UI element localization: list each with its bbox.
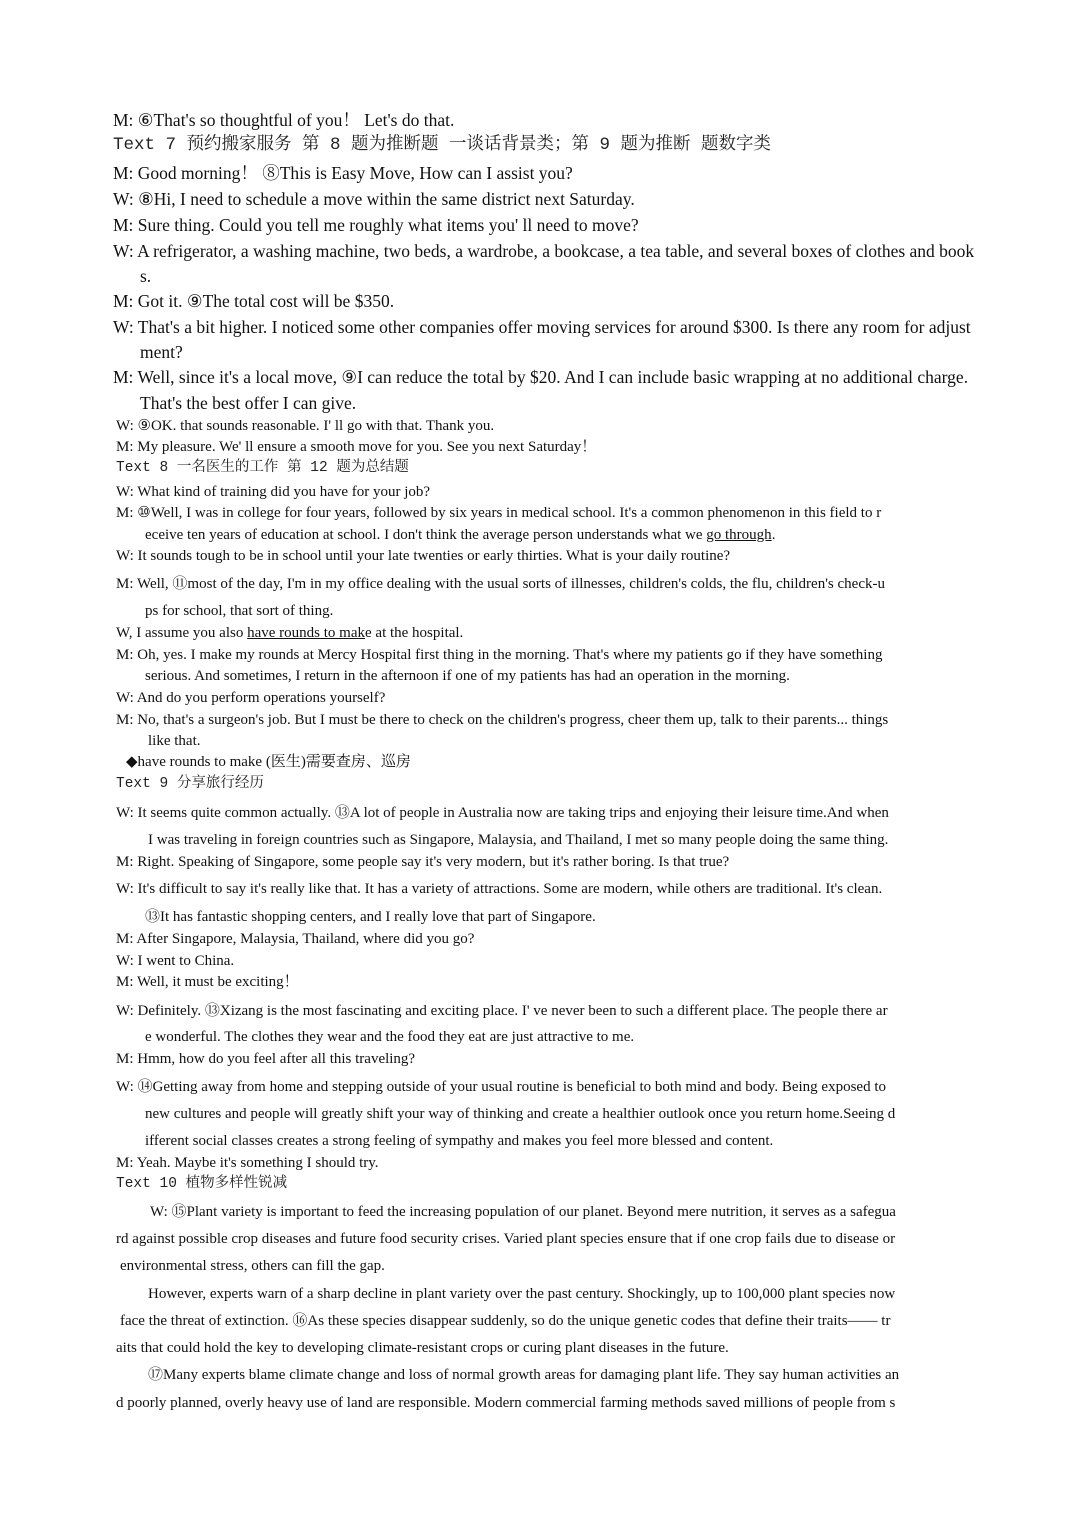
dialogue-line-continued: like that. <box>148 733 201 749</box>
passage-line: ⑰Many experts blame climate change and loss of normal growth areas for damaging plant life. They say human activities an <box>148 1367 900 1383</box>
dialogue-line: M: ⑥That's so thoughtful of you！ Let's do that. <box>113 110 455 130</box>
dialogue-line: M: Yeah. Maybe it's something I should try. <box>116 1155 379 1171</box>
section-header-text-8: Text 8 一名医生的工作 第 12 题为总结题 <box>116 460 409 476</box>
dialogue-line-continued: ps for school, that sort of thing. <box>145 603 334 619</box>
dialogue-line: W: A refrigerator, a washing machine, two beds, a wardrobe, a bookcase, a tea table, and several boxes of clothes and book <box>113 241 975 261</box>
passage-line: However, experts warn of a sharp decline in plant variety over the past century. Shockingly, up to 100,000 plant species now <box>148 1286 896 1302</box>
dialogue-line-continued: e wonderful. The clothes they wear and the food they eat are just attractive to me. <box>145 1029 635 1045</box>
dialogue-line-continued: That's the best offer I can give. <box>140 393 357 413</box>
dialogue-line: W: It's difficult to say it's really like that. It has a variety of attractions. Some are modern, while others are traditional. It's clean. <box>116 881 883 897</box>
dialogue-line: W: ⑧Hi, I need to schedule a move within the same district next Saturday. <box>113 189 635 209</box>
dialogue-line-continued: serious. And sometimes, I return in the afternoon if one of my patients has had an operation in the morning. <box>145 668 790 684</box>
dialogue-line-continued: eceive ten years of education at school. I don't think the average person understands what we go through. <box>145 527 776 543</box>
passage-line: face the threat of extinction. ⑯As these species disappear suddenly, so do the unique genetic codes that define their traits—— tr <box>120 1313 891 1329</box>
dialogue-line: M: Hmm, how do you feel after all this traveling? <box>116 1051 416 1067</box>
dialogue-line: M: Got it. ⑨The total cost will be $350. <box>113 291 395 311</box>
dialogue-line-continued: I was traveling in foreign countries such as Singapore, Malaysia, and Thailand, I met so many people doing the same thing. <box>148 832 889 848</box>
dialogue-line-continued: new cultures and people will greatly shift your way of thinking and create a healthier outlook once you return home.Seeing d <box>145 1106 896 1122</box>
passage-line: W: ⑮Plant variety is important to feed the increasing population of our planet. Beyond mere nutrition, it serves as a safegua <box>150 1204 896 1220</box>
passage-line: rd against possible crop diseases and future food security crises. Varied plant species ensure that if one crop fails due to disease or <box>116 1231 896 1247</box>
underlined-phrase: go through <box>706 527 772 543</box>
dialogue-line: M: Sure thing. Could you tell me roughly what items you' ll need to move? <box>113 215 639 235</box>
dialogue-line: W: It sounds tough to be in school until your late twenties or early thirties. What is your daily routine? <box>116 548 731 564</box>
section-header-text-7: Text 7 预约搬家服务 第 8 题为推断题 一谈话背景类；第 9 题为推断 题数字类 <box>113 135 772 155</box>
section-header-text-10: Text 10 植物多样性锐减 <box>116 1176 288 1192</box>
dialogue-line-continued: ment? <box>140 342 183 362</box>
dialogue-line: M: Well, since it's a local move, ⑨I can reduce the total by $20. And I can include basic wrapping at no additional charge. <box>113 367 969 387</box>
dialogue-line: M: Right. Speaking of Singapore, some people say it's very modern, but it's rather boring. Is that true? <box>116 854 730 870</box>
dialogue-line: W: That's a bit higher. I noticed some other companies offer moving services for around $300. Is there any room for adjust <box>113 317 971 337</box>
dialogue-line: W: ⑨OK. that sounds reasonable. I' ll go with that. Thank you. <box>116 418 495 434</box>
dialogue-line-continued: s. <box>140 266 152 286</box>
dialogue-line: W: I went to China. <box>116 953 235 969</box>
dialogue-line: W: ⑭Getting away from home and stepping outside of your usual routine is beneficial to both mind and body. Being exposed to <box>116 1079 886 1095</box>
vocab-note: ◆have rounds to make (医生)需要查房、巡房 <box>126 754 411 770</box>
dialogue-line: W: What kind of training did you have for your job? <box>116 484 431 500</box>
dialogue-line-continued: ⑬It has fantastic shopping centers, and I really love that part of Singapore. <box>145 909 596 925</box>
dialogue-line: M: Well, ⑪most of the day, I'm in my office dealing with the usual sorts of illnesses, children's colds, the flu, children's check-u <box>116 576 885 592</box>
dialogue-line: W, I assume you also have rounds to make at the hospital. <box>116 625 464 641</box>
dialogue-line-continued: ifferent social classes creates a strong feeling of sympathy and makes you feel more blessed and content. <box>145 1133 774 1149</box>
dialogue-line: M: After Singapore, Malaysia, Thailand, where did you go? <box>116 931 475 947</box>
dialogue-line: M: ⑩Well, I was in college for four years, followed by six years in medical school. It's a common phenomenon in this field to r <box>116 505 882 521</box>
dialogue-line: M: No, that's a surgeon's job. But I must be there to check on the children's progress, cheer them up, talk to their parents... things <box>116 712 889 728</box>
dialogue-line: M: Oh, yes. I make my rounds at Mercy Hospital first thing in the morning. That's where my patients go if they have something <box>116 647 883 663</box>
dialogue-line: W: It seems quite common actually. ⑬A lot of people in Australia now are taking trips and enjoying their leisure time.And when <box>116 805 889 821</box>
dialogue-line: M: My pleasure. We' ll ensure a smooth move for you. See you next Saturday！ <box>116 439 597 455</box>
passage-line: d poorly planned, overly heavy use of land are responsible. Modern commercial farming methods saved millions of people from s <box>116 1395 896 1411</box>
passage-line: aits that could hold the key to developing climate-resistant crops or curing plant diseases in the future. <box>116 1340 729 1356</box>
dialogue-line: W: Definitely. ⑬Xizang is the most fascinating and exciting place. I' ve never been to such a different place. The people there ar <box>116 1003 888 1019</box>
section-header-text-9: Text 9 分享旅行经历 <box>116 776 264 792</box>
passage-line: environmental stress, others can fill the gap. <box>120 1258 385 1274</box>
underlined-phrase: have rounds to mak <box>247 625 365 641</box>
dialogue-line: M: Good morning！ ⑧This is Easy Move, How can I assist you? <box>113 163 573 183</box>
dialogue-line: W: And do you perform operations yourself? <box>116 690 386 706</box>
dialogue-line: M: Well, it must be exciting！ <box>116 974 299 990</box>
